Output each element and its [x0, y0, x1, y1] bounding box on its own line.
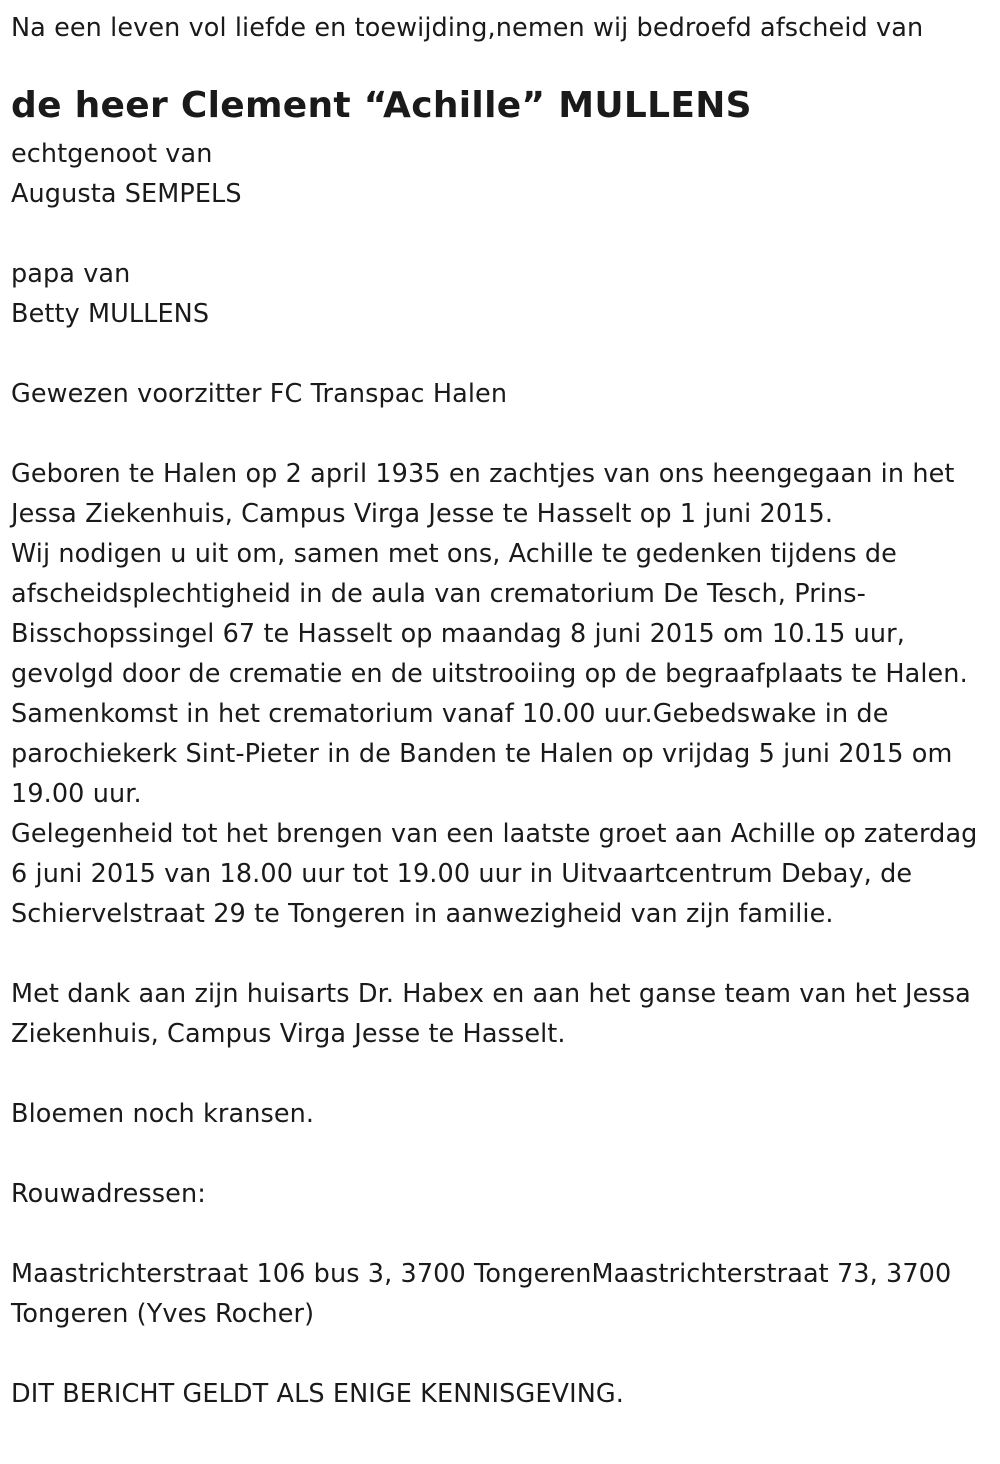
- spouse-label: echtgenoot van: [11, 139, 213, 169]
- birth-death-paragraph: Geboren te Halen op 2 april 1935 en zachtjes van ons heengegaan in het Jessa Ziekenhuis, Campus Virga Jesse te Hasselt op 1 juni 2015.: [11, 459, 955, 529]
- addresses-text: Maastrichterstraat 106 bus 3, 3700 TongerenMaastrichterstraat 73, 3700 Tongeren (Yves Rocher): [11, 1259, 952, 1329]
- spacer: [11, 1054, 996, 1094]
- spacer: [11, 934, 996, 974]
- addresses-label: Rouwadressen:: [11, 1179, 206, 1209]
- child-label: papa van: [11, 259, 131, 289]
- intro-text: Na een leven vol liefde en toewijding,nemen wij bedroefd afscheid van: [11, 13, 924, 43]
- deceased-name: de heer Clement “Achille” MULLENS: [11, 85, 752, 126]
- visitation-paragraph: Gelegenheid tot het brengen van een laatste groet aan Achille op zaterdag 6 juni 2015 van 18.00 uur tot 19.00 uur in Uitvaartcentrum Debay, de Schiervelstraat 29 te Tongeren in aanwezigheid van zijn familie.: [11, 819, 978, 929]
- spacer: [11, 414, 996, 454]
- spacer: [11, 1334, 996, 1374]
- spacer: [11, 1214, 996, 1254]
- death-notice: [11, 8, 996, 1414]
- spacer: [11, 214, 996, 254]
- flowers-text: Bloemen noch kransen.: [11, 1099, 315, 1129]
- ceremony-paragraph: Wij nodigen u uit om, samen met ons, Achille te gedenken tijdens de afscheidsplechtigheid in de aula van crematorium De Tesch, Prins-Bisschopssingel 67 te Hasselt op maandag 8 juni 2015 om 10.15 uur, gevolgd door de crematie en de uitstrooiing op de begraafplaats te Halen. Samenkomst in het crematorium vanaf 10.00 uur.Gebedswake in de parochiekerk Sint-Pieter in de Banden te Halen op vrijdag 5 juni 2015 om 19.00 uur.: [11, 539, 968, 809]
- notice-text: DIT BERICHT GELDT ALS ENIGE KENNISGEVING.: [11, 1379, 624, 1409]
- child-name: Betty MULLENS: [11, 299, 210, 329]
- thanks-paragraph: Met dank aan zijn huisarts Dr. Habex en aan het ganse team van het Jessa Ziekenhuis, Campus Virga Jesse te Hasselt.: [11, 979, 971, 1049]
- spacer: [11, 1134, 996, 1174]
- role-text: Gewezen voorzitter FC Transpac Halen: [11, 379, 508, 409]
- spacer: [11, 334, 996, 374]
- spouse-name: Augusta SEMPELS: [11, 179, 242, 209]
